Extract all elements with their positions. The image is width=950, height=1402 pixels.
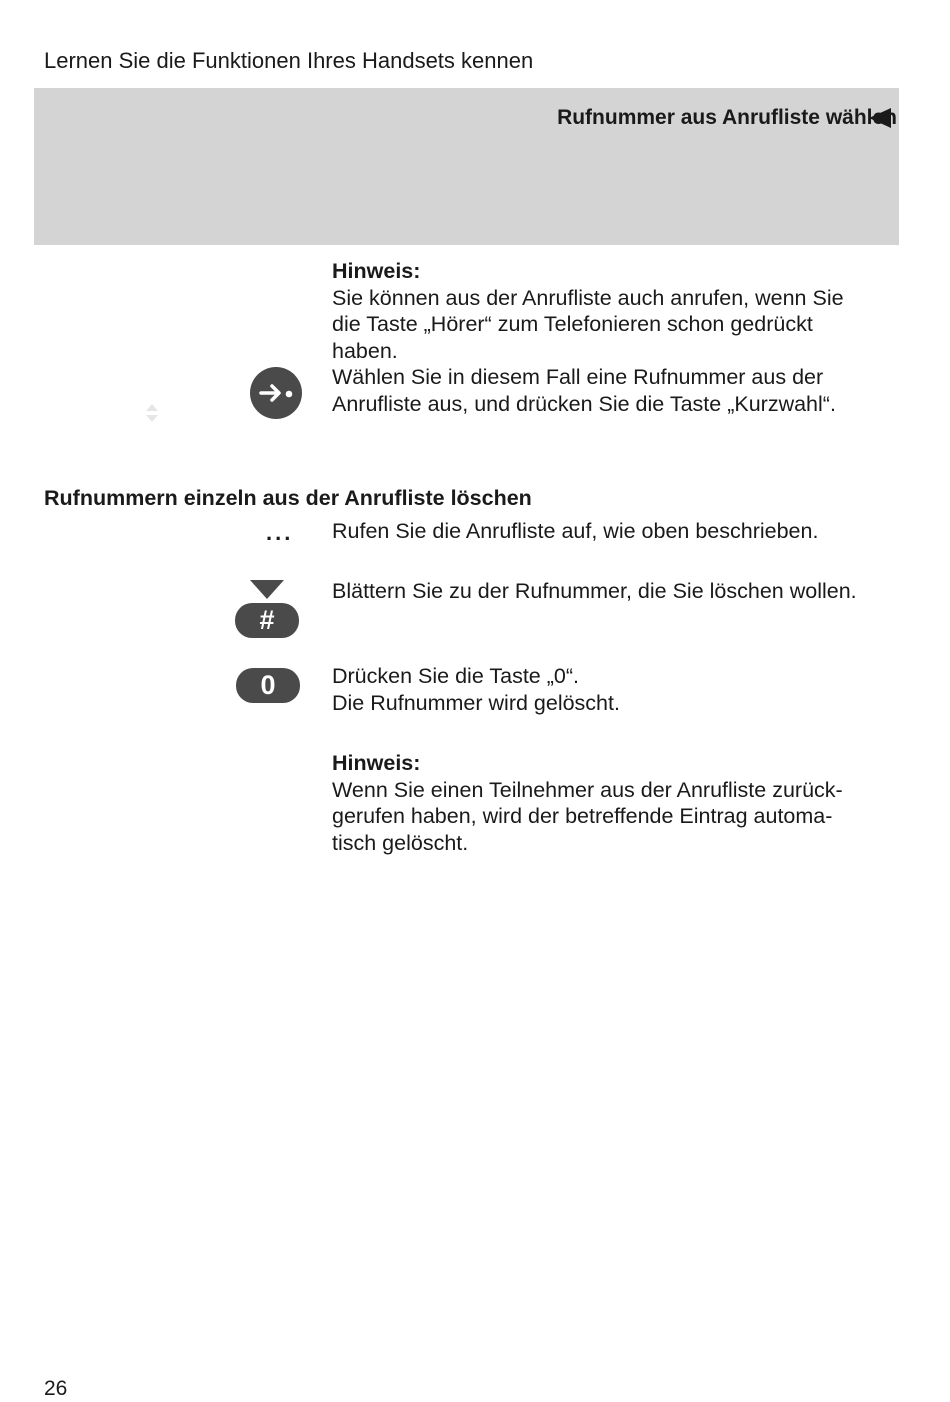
section-heading: Rufnummern einzeln aus der Anrufliste löschen bbox=[44, 486, 532, 510]
banner-title: Rufnummer aus Anrufliste wählen bbox=[557, 106, 897, 129]
note-label: Hinweis: bbox=[332, 259, 421, 283]
nav-down-icon bbox=[250, 580, 284, 599]
note-text-line: haben. bbox=[332, 338, 398, 363]
note-text-line: Sie können aus der Anrufliste auch anrufen, wenn Sie bbox=[332, 285, 844, 310]
note-block-2 bbox=[332, 750, 902, 856]
hash-key: # bbox=[235, 603, 299, 638]
page-number: 26 bbox=[44, 1377, 68, 1400]
step-1-text: Rufen Sie die Anrufliste auf, wie oben beschrieben. bbox=[332, 519, 819, 543]
step-3-line: Die Rufnummer wird gelöscht. bbox=[332, 690, 620, 715]
note-text-line: Wählen Sie in diesem Fall eine Rufnummer aus der bbox=[332, 365, 824, 389]
note-block-1 bbox=[332, 258, 902, 417]
note-text-line: Anrufliste aus, und drücken Sie die Taste „Kurzwahl“. bbox=[332, 391, 836, 416]
note-text-line: die Taste „Hörer“ zum Telefonieren schon gedrückt bbox=[332, 312, 813, 336]
triangle-left-icon bbox=[869, 108, 891, 128]
note-text-line: gerufen haben, wird der betreffende Eintrag automa- bbox=[332, 804, 833, 828]
step-3-text bbox=[332, 663, 902, 716]
continuation-dots: ... bbox=[266, 520, 294, 545]
step-3-line: Drücken Sie die Taste „0“. bbox=[332, 664, 579, 688]
zero-key: 0 bbox=[236, 668, 300, 703]
note-label: Hinweis: bbox=[332, 751, 421, 775]
step-2-text: Blättern Sie zu der Rufnummer, die Sie löschen wollen. bbox=[332, 579, 857, 603]
note-text-line: tisch gelöscht. bbox=[332, 830, 469, 855]
note-text-line: Wenn Sie einen Teilnehmer aus der Anrufliste zurück- bbox=[332, 777, 843, 802]
running-head: Lernen Sie die Funktionen Ihres Handsets kennen bbox=[44, 48, 534, 73]
updown-arrows-icon bbox=[144, 403, 160, 423]
speed-dial-key-icon bbox=[250, 367, 302, 419]
